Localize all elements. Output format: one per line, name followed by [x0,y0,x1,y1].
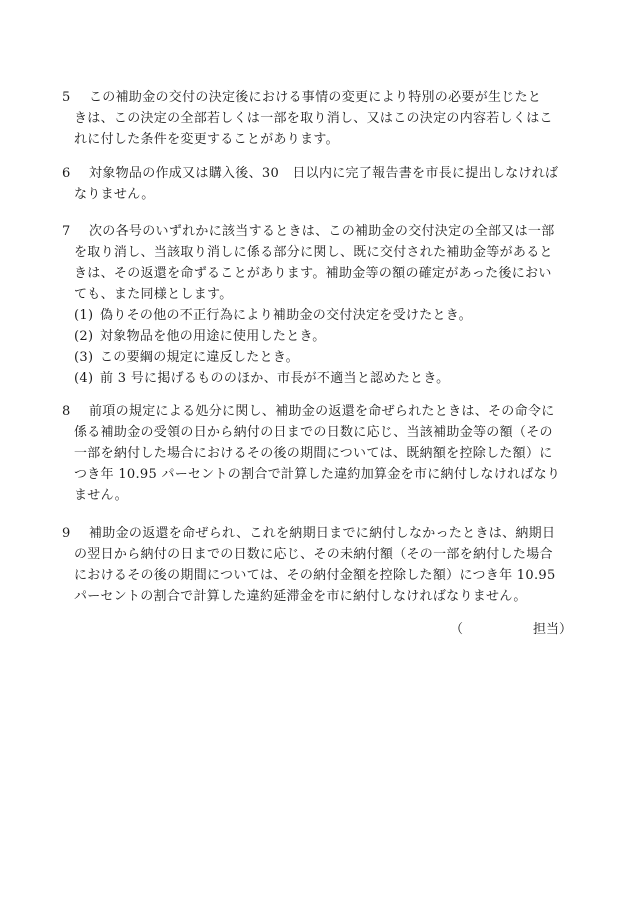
clause-number: 6 [62,166,71,181]
sub-item-2 [74,327,326,346]
sub-item-1 [74,306,472,325]
sub-item-number: (1) [74,308,94,323]
contact-person-line [450,620,572,639]
clause-text-line: つき年 10.95 パーセントの割合で計算した違約加算金を市に納付しなければなり [74,467,561,482]
clause-text-line: 対象物品の作成又は購入後、30 日以内に完了報告書を市長に提出しなければ [89,166,559,181]
clause-text-line: におけるその後の期間については、その納付金額を控除した額）につき年 10.95 [74,568,556,583]
clause-text-line: の翌日から納付の日までの日数に応じ、その未納付額（その一部を納付した場合 [74,547,553,562]
clause-text-line: れに付した条件を変更することがあります。 [74,132,339,147]
sub-item-text: 偽りその他の不正行為により補助金の交付決定を受けたとき。 [100,308,472,323]
clause-text-line: ません。 [74,488,128,503]
sub-item-text: この要綱の規定に違反したとき。 [100,350,299,365]
contact-label: 担当） [533,622,573,637]
contact-open-paren: （ [450,622,464,637]
clause-text-line: この補助金の交付の決定後における事情の変更により特別の必要が生じたと [89,90,542,105]
clause-number: 5 [62,90,71,105]
clause-text-line: 前項の規定による処分に関し、補助金の返還を命ぜられたときは、その命令に [89,404,555,419]
clause-text-line: なりません。 [74,187,155,202]
clause-text-line: パーセントの割合で計算した違約延滞金を市に納付しなければなりません。 [74,589,527,604]
clause-text-line: きは、その返還を命ずることがあります。補助金等の額の確定があった後におい [74,266,552,281]
clause-text-line: 係る補助金の受領の日から納付の日までの日数に応じ、当該補助金等の額（その [74,425,553,440]
clause-number: 7 [62,224,71,239]
sub-item-3 [74,348,299,367]
sub-item-text: 対象物品を他の用途に使用したとき。 [100,329,326,344]
sub-item-text: 前 3 号に掲げるもののほか、市長が不適当と認めたとき。 [100,371,450,386]
clause-text-line: を取り消し、当該取り消しに係る部分に関し、既に交付された補助金等があると [74,245,553,260]
sub-item-number: (4) [74,371,94,386]
clause-text-line: 次の各号のいずれかに該当するときは、この補助金の交付決定の全部又は一部 [89,224,555,239]
clause-text-line: 一部を納付した場合におけるその後の期間については、既納額を控除した額）に [74,446,553,461]
sub-item-number: (2) [74,329,94,344]
clause-number: 9 [62,526,71,541]
clause-text-line: ても、また同様とします。 [74,287,233,302]
sub-item-4 [74,369,449,388]
clause-number: 8 [62,404,71,419]
sub-item-number: (3) [74,350,94,365]
clause-text-line: 補助金の返還を命ぜられ、これを納期日までに納付しなかったときは、納期日 [89,526,556,541]
clause-text-line: きは、この決定の全部若しくは一部を取り消し、又はこの決定の内容若しくはこ [74,111,553,126]
